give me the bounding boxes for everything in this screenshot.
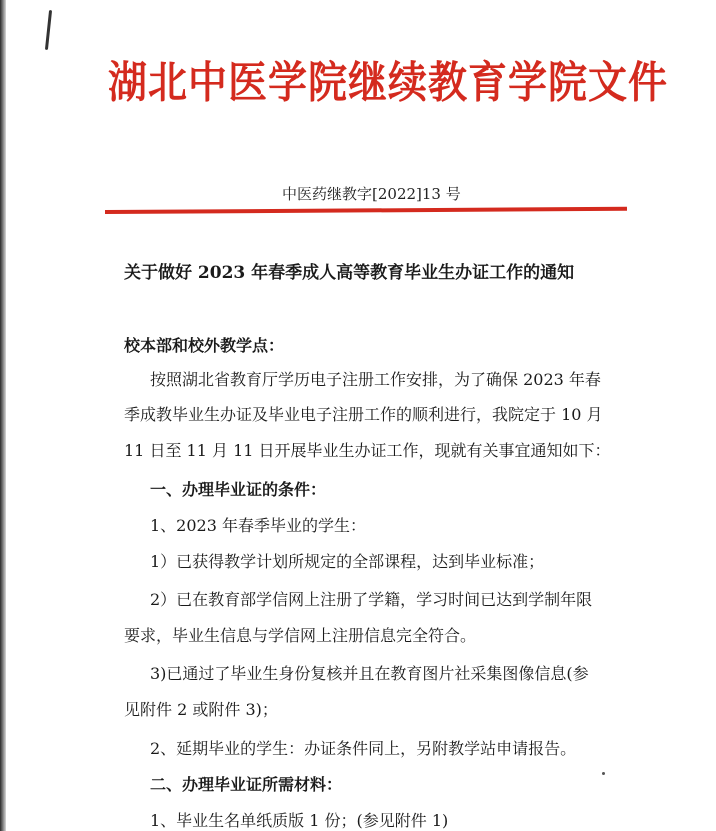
notice-title: 关于做好 2023 年春季成人高等教育毕业生办证工作的通知 xyxy=(124,263,575,283)
body-line: 11 日至 11 月 11 日开展毕业生办证工作，现就有关事宜通知如下： xyxy=(124,441,611,460)
body-line: 2）已在教育部学信网上注册了学籍，学习时间已达到学制年限 xyxy=(150,590,593,609)
recipient-line: 校本部和校外教学点： xyxy=(124,336,285,355)
pen-mark xyxy=(45,10,52,50)
body-line: 1、2023 年春季毕业的学生： xyxy=(150,516,366,535)
body-line: 3)已通过了毕业生身份复核并且在教育图片社采集图像信息(参 xyxy=(150,664,589,683)
red-divider-rule xyxy=(105,207,627,214)
scan-speck xyxy=(602,772,605,775)
body-line: 见附件 2 或附件 3)； xyxy=(124,700,278,719)
section-heading: 二、办理毕业证所需材料： xyxy=(150,775,343,794)
body-line: 季成教毕业生办证及毕业电子注册工作的顺利进行，我院定于 10 月 xyxy=(124,405,603,424)
body-line: 1）已获得教学计划所规定的全部课程，达到毕业标准； xyxy=(150,552,545,571)
body-line: 2、延期毕业的学生：办证条件同上，另附教学站申请报告。 xyxy=(150,739,577,758)
section-heading: 一、办理毕业证的条件： xyxy=(150,480,327,499)
body-line: 要求，毕业生信息与学信网上注册信息完全符合。 xyxy=(124,626,477,645)
body-line: 按照湖北省教育厅学历电子注册工作安排，为了确保 2023 年春 xyxy=(150,370,601,389)
body-line: 1、毕业生名单纸质版 1 份；(参见附件 1) xyxy=(150,811,449,830)
document-header-title: 湖北中医学院继续教育学院文件 xyxy=(108,56,669,109)
scan-edge-shadow xyxy=(0,0,6,831)
document-number: 中医药继教字[2022]13 号 xyxy=(282,185,461,203)
